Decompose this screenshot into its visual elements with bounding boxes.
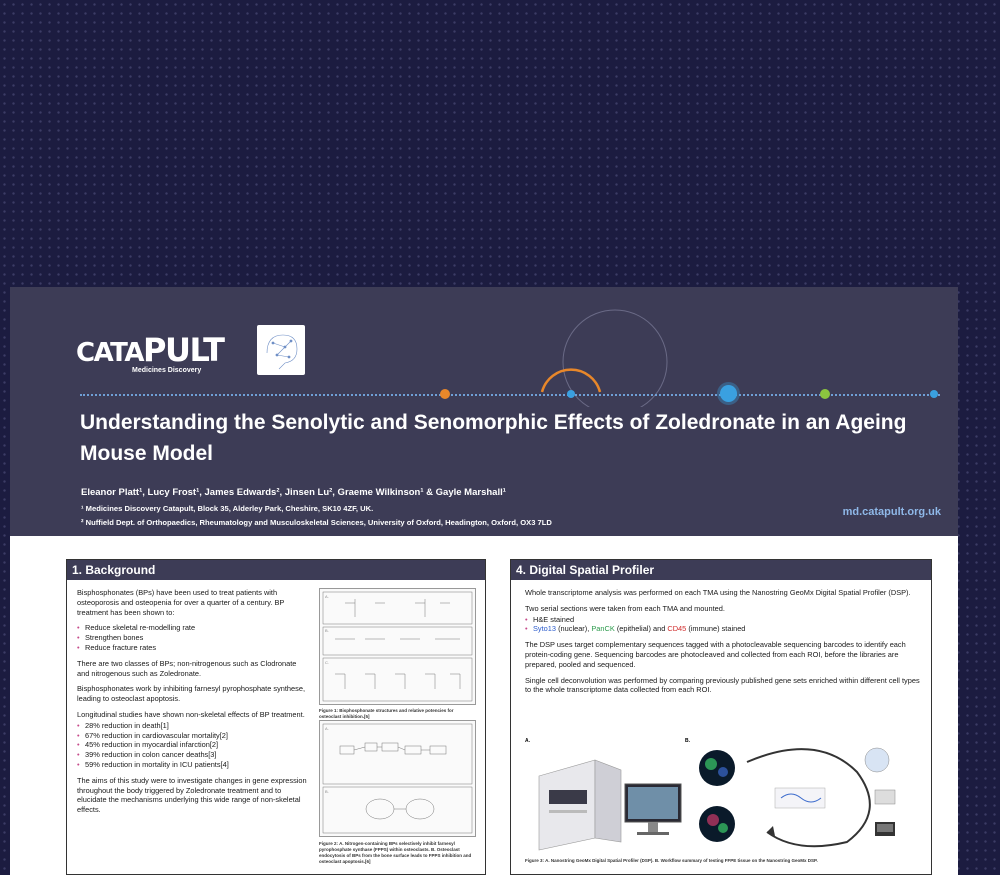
dsp-workflow-diagram: [687, 742, 922, 854]
dsp-heading: 4. Digital Spatial Profiler: [511, 560, 931, 580]
list-item: • H&E stained: [525, 615, 920, 625]
figure-2-mechanism: [319, 720, 476, 837]
svg-text:B.: B.: [325, 789, 329, 794]
affiliation-2: ² Nuffield Dept. of Orthopaedics, Rheumatology and Musculoskeletal Sciences, University of Oxford, Headington, Oxford, OX3 7LD: [81, 518, 552, 527]
list-item: • Strengthen bones: [77, 633, 309, 643]
dsp-paragraph-4: Single cell deconvolution was performed by comparing previously published gene sets enriched within different cell types to the whole transcriptome data collected from each ROI.: [525, 675, 920, 695]
list-item: • 59% reduction in mortality in ICU patients[4]: [77, 760, 309, 770]
background-heading: 1. Background: [67, 560, 485, 580]
background-panel: [66, 559, 486, 875]
list-item: • 39% reduction in colon cancer deaths[3]: [77, 750, 309, 760]
svg-text:A.: A.: [325, 726, 329, 731]
decorative-dotted-line: [80, 394, 940, 396]
svg-text:A.: A.: [325, 594, 329, 599]
list-item: • Reduce fracture rates: [77, 643, 309, 653]
figure-3-label-a: A.: [525, 738, 530, 744]
orange-dot: [440, 389, 450, 399]
figure-2-caption: Figure 2: A. Nitrogen-containing BPs selectively inhibit farnesyl pyrophosphate synthase (FPPS) within osteoclasts. B. Osteoclast endocytosis of BPs from the bone surface leads to FPPS inhibition and osteoclast apoptosis.[6]: [319, 841, 472, 864]
dsp-text: [525, 588, 920, 701]
benefits-list: [77, 623, 309, 652]
blue-dot: [567, 390, 575, 398]
figure-1-structures: [319, 588, 476, 705]
decorative-arcs: [530, 307, 670, 407]
bp-mechanism: Bisphosphonates work by inhibiting farnesyl pyrophosphate synthese, leading to osteoclast apoptosis.: [77, 684, 306, 704]
catapult-logo-subtitle: Medicines Discovery: [132, 367, 202, 374]
blue-dot-end: [930, 390, 938, 398]
green-dot: [820, 389, 830, 399]
longitudinal-text: Longitudinal studies have shown non-skeletal effects of BP treatment.: [77, 709, 305, 719]
dsp-paragraph-3: The DSP uses target complementary sequences tagged with a photocleavable sequencing barcodes to identify each protein-coding gene. Sequencing barcodes are photocleaved and collected from each ROI, before the libraries are prepared, pooled and sequenced.: [525, 640, 906, 669]
chemical-structures-diagram: [320, 589, 475, 704]
study-aims: The aims of this study were to investigate changes in gene expression throughout the body triggered by Zoledronate treatment and to elucidate the mechanisms underlying this wide range of non-skeletal effects.: [77, 775, 307, 815]
dsp-instrument-illustration: [525, 746, 685, 854]
list-item: • Reduce skeletal re-modelling rate: [77, 623, 309, 633]
large-blue-dot: [720, 385, 737, 402]
mechanism-diagram: [320, 721, 475, 836]
cd45-label: CD45: [667, 624, 687, 634]
poster: [10, 287, 958, 875]
figure-3-caption: Figure 3: A. Nanostring GeoMx Digital Spatial Profiler (DSP). B. Workflow summary of testing FFPE tissue on the Nanostring GeoMx DSP.: [525, 858, 818, 863]
dsp-panel: [510, 559, 932, 875]
list-item: • 67% reduction in cardiovascular mortality[2]: [77, 731, 309, 741]
figure-1-caption: Figure 1: Bisphosphonate structures and relative potencies for osteoclast inhibition.[5]: [319, 708, 454, 719]
poster-header: [10, 287, 958, 536]
list-item: • Syto13 (nuclear), PanCK (epithelial) and CD45 (immune) stained: [525, 624, 920, 634]
dsp-paragraph-2: Two serial sections were taken from each TMA and mounted.: [525, 603, 725, 613]
effects-list: [77, 721, 309, 770]
background-intro: Bisphosphonates (BPs) have been used to treat patients with osteoporosis and osteopenia for over a quarter of a century. BP treatment has been shown to:: [77, 588, 285, 617]
panck-label: PanCK: [591, 624, 615, 634]
partner-logo: [257, 325, 305, 375]
syto13-label: Syto13: [533, 624, 557, 634]
dsp-paragraph-1: Whole transcriptome analysis was performed on each TMA using the Nanostring GeoMx Digital Spatial Profiler (DSP).: [525, 588, 911, 597]
background-text: [77, 588, 309, 821]
authors: Eleanor Platt¹, Lucy Frost¹, James Edwards², Jinsen Lu², Graeme Wilkinson¹ & Gayle Marshall¹: [81, 487, 506, 498]
affiliation-1: ¹ Medicines Discovery Catapult, Block 35, Alderley Park, Cheshire, SK10 4ZF, UK.: [81, 504, 374, 513]
figure-3-label-b: B.: [685, 738, 690, 744]
website-link[interactable]: md.catapult.org.uk: [842, 506, 941, 518]
poster-title: Understanding the Senolytic and Senomorphic Effects of Zoledronate in an Ageing Mouse Model: [80, 411, 907, 465]
catapult-logo: CATAPULT: [76, 331, 224, 369]
brain-network-icon: [257, 325, 305, 375]
bp-classes: There are two classes of BPs; non-nitrogenous such as Clodronate and nitrogenous such as Zoledronate.: [77, 658, 297, 678]
list-item: • 28% reduction in death[1]: [77, 721, 309, 731]
list-item: • 45% reduction in myocardial infarction[2]: [77, 740, 309, 750]
svg-text:B.: B.: [325, 628, 329, 633]
svg-text:C.: C.: [325, 660, 329, 665]
stain-list: [525, 615, 920, 635]
